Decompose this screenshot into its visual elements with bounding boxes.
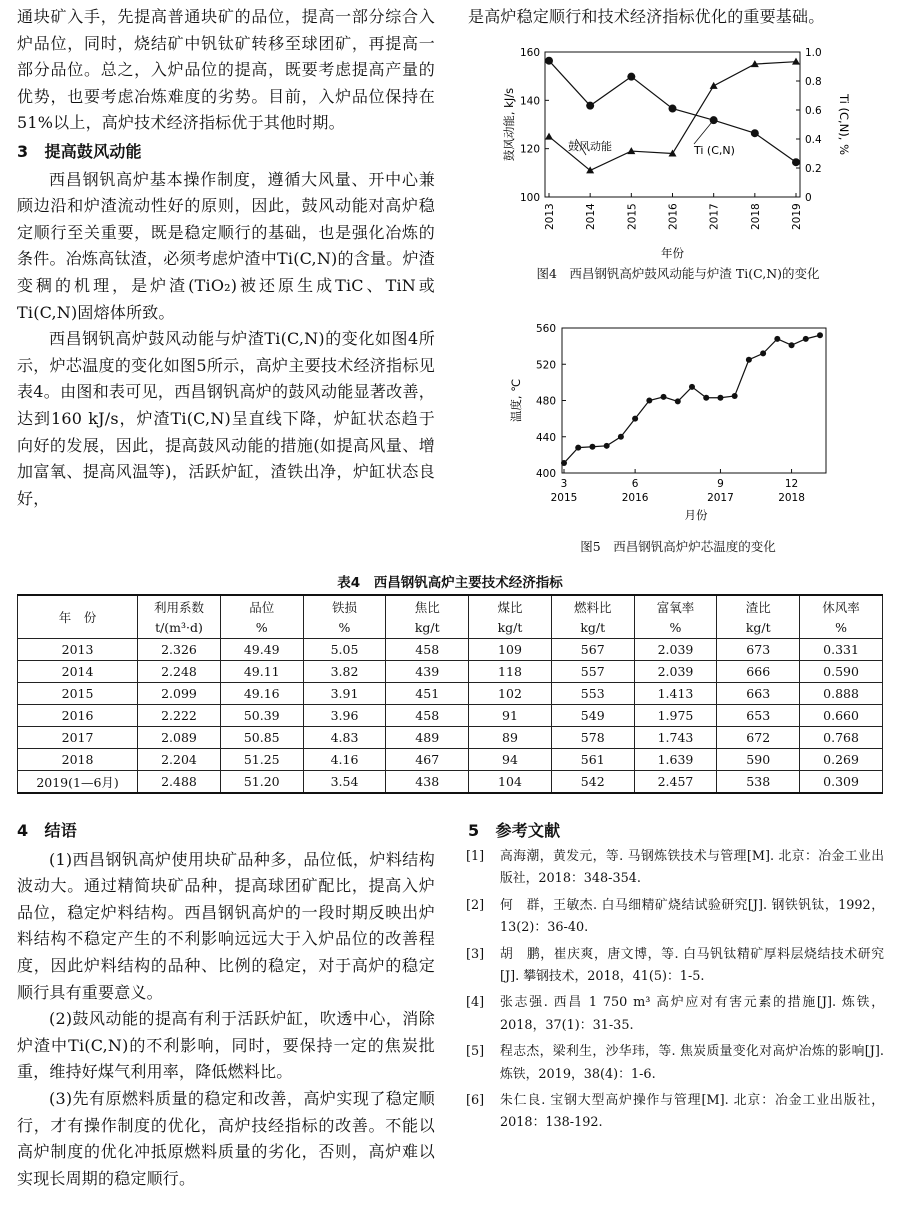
- reference-text: 何 群，王敏杰. 白马细精矿烧结试验研究[J]. 钢铁钒钛，1992，13(2)：36-40.: [500, 897, 884, 936]
- table-cell: 94: [469, 749, 552, 771]
- reference-item: [466, 895, 884, 940]
- x-tick-label: 2015: [626, 203, 639, 230]
- data-point-core-temperature: [632, 416, 638, 422]
- x-tick-label: 2018: [749, 203, 762, 230]
- data-point-blast-energy: [710, 82, 718, 89]
- data-point-core-temperature: [774, 336, 780, 342]
- series-line-core-temperature: [564, 335, 820, 463]
- data-point-ti: [751, 129, 759, 137]
- table-row: [18, 727, 883, 749]
- table-cell: 0.768: [800, 727, 883, 749]
- table-cell: 542: [551, 771, 634, 794]
- paragraph-continued-right: 是高炉稳定顺行和技术经济指标优化的重要基础。: [468, 7, 825, 26]
- table-cell: 0.660: [800, 705, 883, 727]
- y-tick-label: 120: [519, 143, 540, 156]
- y2-tick-label: 1.0: [805, 47, 822, 59]
- y-tick-label: 440: [535, 431, 556, 444]
- table-cell: 653: [717, 705, 800, 727]
- table-unit-row: [18, 617, 883, 639]
- table-cell: 3.54: [303, 771, 386, 794]
- table-header-coal-rate: 煤比: [469, 595, 552, 617]
- references-list: [466, 846, 884, 1139]
- x-tick-label: 2017: [708, 203, 721, 230]
- table-cell: 102: [469, 683, 552, 705]
- table-cell: 0.331: [800, 639, 883, 661]
- table-cell: 51.20: [220, 771, 303, 794]
- table-cell: 663: [717, 683, 800, 705]
- x-tick-label-year: 2017: [707, 492, 734, 504]
- data-point-core-temperature: [675, 398, 681, 404]
- reference-item: [466, 1090, 884, 1135]
- conclusion-paragraph-2: (2)鼓风动能的提高有利于活跃炉缸，吹透中心，消除炉渣中Ti(C,N)的不利影响，同时，要保持一定的焦炭批重，维持好煤气利用率，降低燃料比。: [17, 1009, 435, 1082]
- table-header-downtime-rate: 休风率: [800, 595, 883, 617]
- table-cell: 3.96: [303, 705, 386, 727]
- data-point-core-temperature: [589, 444, 595, 450]
- reference-item: [466, 944, 884, 989]
- reference-number: [2]: [466, 897, 485, 913]
- table-cell: 467: [386, 749, 469, 771]
- table-cell: 104: [469, 771, 552, 794]
- y2-axis-title: Ti (C,N), %: [837, 93, 851, 156]
- reference-item: [466, 846, 884, 891]
- table-header-row: [18, 595, 883, 617]
- table-unit: kg/t: [551, 617, 634, 639]
- table-cell: 2018: [18, 749, 138, 771]
- table-cell: 3.91: [303, 683, 386, 705]
- reference-item: [466, 1041, 884, 1086]
- data-point-core-temperature: [561, 460, 567, 466]
- x-tick-label: 2019: [791, 203, 803, 230]
- x-tick-label-month: 6: [631, 478, 639, 490]
- y-tick-label: 560: [535, 323, 556, 335]
- data-point-blast-energy: [545, 133, 553, 140]
- reference-number: [3]: [466, 946, 485, 962]
- table-cell: 590: [717, 749, 800, 771]
- table-row: [18, 749, 883, 771]
- table-cell: 1.743: [634, 727, 717, 749]
- table-header-oxygen-enrichment: 富氧率: [634, 595, 717, 617]
- paragraph-blast-kinetic-energy-1: 西昌钢钒高炉基本操作制度，遵循大风量、开中心兼顾边沿和炉渣流动性好的原则，因此，鼓风动能对高炉稳定顺行至关重要，既是稳定顺行的基础，也是强化冶炼的条件。冶炼高钛渣，必须考虑炉渣中Ti(C,N)的含量。炉渣变稠的机理，是炉渣(TiO₂)被还原生成TiC、TiN或Ti(C,N)固熔体所致。: [17, 169, 435, 322]
- table-cell: 118: [469, 661, 552, 683]
- table-unit: kg/t: [469, 617, 552, 639]
- table-cell: 578: [551, 727, 634, 749]
- table-cell: 2.204: [138, 749, 221, 771]
- table-cell: 2.248: [138, 661, 221, 683]
- data-point-ti: [586, 102, 594, 110]
- data-point-ti: [627, 73, 635, 81]
- table-cell: 0.888: [800, 683, 883, 705]
- table-cell: 557: [551, 661, 634, 683]
- paragraph-continued: 通块矿入手，先提高普通块矿的品位，提高一部分综合入炉品位，同时，烧结矿中钒钛矿转移至球团矿，再提高一部分品位。总之，入炉品位的提高，既要考虑提高产量的优势，也要考虑冶炼难度的劣势。目前，入炉品位保持在51%以上，高炉技术经济指标优于其他时期。: [17, 7, 435, 133]
- reference-text: 胡 鹏，崔庆爽，唐文博，等. 白马钒钛精矿厚料层烧结技术研究[J]. 攀钢技术，2018，41(5)：1-5.: [500, 946, 884, 985]
- y2-tick-label: 0.2: [805, 163, 822, 175]
- table-cell: 2016: [18, 705, 138, 727]
- x-axis-title: 年份: [661, 246, 684, 260]
- table-cell: 2.089: [138, 727, 221, 749]
- reference-item: [466, 992, 884, 1037]
- data-point-core-temperature: [717, 395, 723, 401]
- y2-tick-label: 0.8: [805, 76, 822, 88]
- data-point-blast-energy: [627, 147, 635, 154]
- reference-text: 高海潮，黄发元，等. 马钢炼铁技术与管理[M]. 北京：冶金工业出版社，2018：348-354.: [500, 849, 884, 887]
- data-point-core-temperature: [703, 395, 709, 401]
- table-cell: 0.590: [800, 661, 883, 683]
- data-point-core-temperature: [760, 350, 766, 356]
- table-cell: 50.85: [220, 727, 303, 749]
- x-axis-title: 月份: [684, 508, 708, 522]
- table-cell: 2.457: [634, 771, 717, 794]
- table-header-utilization: 利用系数: [138, 595, 221, 617]
- figure-4-caption: 图4 西昌钢钒高炉鼓风动能与炉渣 Ti(C,N)的变化: [536, 266, 820, 281]
- table-cell: 2.039: [634, 661, 717, 683]
- table-4: [17, 594, 883, 794]
- table-cell: 1.975: [634, 705, 717, 727]
- y-tick-label: 160: [519, 47, 540, 59]
- data-point-core-temperature: [575, 445, 581, 451]
- left-column-bottom: [17, 818, 435, 1192]
- x-tick-label: 2014: [585, 203, 598, 230]
- table-unit: %: [220, 617, 303, 639]
- data-point-core-temperature: [746, 357, 752, 363]
- reference-text: 张志强. 西昌 1 750 m³ 高炉应对有害元素的措施[J]. 炼铁，2018，37(1)：31-35.: [500, 995, 884, 1033]
- table-cell: 672: [717, 727, 800, 749]
- table-cell: 438: [386, 771, 469, 794]
- table-row: [18, 683, 883, 705]
- reference-number: [4]: [466, 995, 485, 1011]
- table-row: [18, 771, 883, 794]
- table-header-grade: 品位: [220, 595, 303, 617]
- y2-tick-label: 0: [805, 192, 812, 204]
- table-cell: 561: [551, 749, 634, 771]
- table-unit: %: [634, 617, 717, 639]
- table-cell: 51.25: [220, 749, 303, 771]
- table-cell: 673: [717, 639, 800, 661]
- y2-tick-label: 0.4: [805, 134, 822, 146]
- table-cell: 2014: [18, 661, 138, 683]
- table-row: [18, 661, 883, 683]
- references-heading-block: [468, 818, 888, 845]
- reference-text: 程志杰，梁利生，沙华玮，等. 焦炭质量变化对高炉冶炼的影响[J]. 炼铁，2019，38(4)：1-6.: [500, 1044, 884, 1082]
- plot-frame: [545, 52, 800, 197]
- table-cell: 1.413: [634, 683, 717, 705]
- table-cell: 458: [386, 705, 469, 727]
- table-cell: 666: [717, 661, 800, 683]
- table-4-title: 表4 西昌钢钒高炉主要技术经济指标: [337, 575, 563, 591]
- x-tick-label-year: 2016: [621, 492, 649, 504]
- figure-5-caption: 图5 西昌钢钒高炉炉芯温度的变化: [580, 539, 776, 554]
- y-tick-label: 140: [519, 95, 540, 108]
- data-point-core-temperature: [803, 336, 809, 342]
- table-cell: 49.49: [220, 639, 303, 661]
- label-leader-ti: [694, 122, 712, 144]
- right-column-top: [468, 4, 888, 31]
- table-cell: 2013: [18, 639, 138, 661]
- table-unit: %: [303, 617, 386, 639]
- section-3-heading: 3 提高鼓风动能: [17, 141, 142, 161]
- table-cell: 2.222: [138, 705, 221, 727]
- data-point-core-temperature: [618, 434, 624, 440]
- figure-4-chart: [468, 36, 888, 261]
- y-tick-label: 480: [535, 395, 556, 408]
- y-tick-label: 100: [519, 192, 540, 204]
- table-cell: 4.16: [303, 749, 386, 771]
- table-cell: 49.11: [220, 661, 303, 683]
- data-point-core-temperature: [604, 443, 610, 449]
- table-cell: 49.16: [220, 683, 303, 705]
- table-header-year: 年 份: [18, 595, 138, 639]
- table-cell: 0.269: [800, 749, 883, 771]
- table-header-fuel-rate: 燃料比: [551, 595, 634, 617]
- table-row: [18, 639, 883, 661]
- table-cell: 109: [469, 639, 552, 661]
- x-tick-label-year: 2018: [778, 492, 805, 504]
- table-cell: 91: [469, 705, 552, 727]
- table-cell: 5.05: [303, 639, 386, 661]
- y-axis-title: 温度, ℃: [509, 378, 523, 423]
- data-point-core-temperature: [732, 393, 738, 399]
- table-cell: 1.639: [634, 749, 717, 771]
- data-point-core-temperature: [789, 342, 795, 348]
- reference-number: [5]: [466, 1044, 485, 1060]
- data-point-core-temperature: [689, 384, 695, 390]
- table-header-coke-rate: 焦比: [386, 595, 469, 617]
- left-column-top: [17, 4, 435, 512]
- table-cell: 2.039: [634, 639, 717, 661]
- conclusion-paragraph-3: (3)先有原燃料质量的稳定和改善，高炉实现了稳定顺行，才有操作制度的优化，高炉技经指标的改善。不能以高炉制度的优化冲抵原燃料质量的劣化，否则，高炉难以实现长周期的稳定顺行。: [17, 1088, 435, 1188]
- table-cell: 50.39: [220, 705, 303, 727]
- data-point-ti: [792, 158, 800, 166]
- table-cell: 549: [551, 705, 634, 727]
- table-cell: 553: [551, 683, 634, 705]
- table-cell: 2.326: [138, 639, 221, 661]
- data-point-core-temperature: [817, 332, 823, 338]
- table-cell: 458: [386, 639, 469, 661]
- table-unit: kg/t: [717, 617, 800, 639]
- figure-5-chart: [500, 316, 830, 531]
- table-cell: 89: [469, 727, 552, 749]
- plot-frame: [562, 328, 826, 473]
- data-point-core-temperature: [661, 394, 667, 400]
- table-cell: 2.099: [138, 683, 221, 705]
- y-tick-label: 520: [535, 359, 556, 372]
- table-unit: kg/t: [386, 617, 469, 639]
- series-label-blast-energy: 鼓风动能: [568, 140, 612, 153]
- table-cell: 3.82: [303, 661, 386, 683]
- data-point-core-temperature: [646, 398, 652, 404]
- x-tick-label-month: 9: [717, 478, 724, 490]
- y-tick-label: 400: [535, 468, 556, 480]
- reference-number: [1]: [466, 849, 485, 864]
- table-cell: 2019(1—6月): [18, 771, 138, 794]
- x-tick-label-year: 2015: [550, 492, 578, 504]
- table-header-iron-loss: 铁损: [303, 595, 386, 617]
- reference-number: [6]: [466, 1093, 485, 1109]
- conclusion-paragraph-1: (1)西昌钢钒高炉使用块矿品种多，品位低，炉料结构波动大。通过精简块矿品种，提高球团矿配比，提高入炉品位，稳定炉料结构。西昌钢钒高炉的一段时期反映出炉料结构不稳定产生的不利影响远远大于入炉品位的改善程度，因此炉料结构的品种、比例的稳定，对于高炉的稳定顺行具有重要意义。: [17, 849, 435, 1002]
- x-tick-label-month: 12: [784, 478, 799, 490]
- table-unit: %: [800, 617, 883, 639]
- table-cell: 538: [717, 771, 800, 794]
- table-cell: 4.83: [303, 727, 386, 749]
- x-tick-label-month: 3: [560, 478, 568, 490]
- table-cell: 0.309: [800, 771, 883, 794]
- x-tick-label: 2016: [667, 203, 680, 230]
- section-4-heading: 4 结语: [17, 821, 77, 840]
- reference-text: 朱仁良. 宝钢大型高炉操作与管理[M]. 北京：冶金工业出版社，2018：138-192.: [500, 1093, 884, 1131]
- table-cell: 2017: [18, 727, 138, 749]
- data-point-ti: [669, 105, 677, 113]
- data-point-blast-energy: [792, 58, 800, 65]
- y2-tick-label: 0.6: [805, 105, 822, 117]
- table-header-slag-rate: 渣比: [717, 595, 800, 617]
- table-cell: 2.488: [138, 771, 221, 794]
- table-row: [18, 705, 883, 727]
- paragraph-blast-kinetic-energy-2: 西昌钢钒高炉鼓风动能与炉渣Ti(C,N)的变化如图4所示，炉芯温度的变化如图5所示，高炉主要技术经济指标见表4。由图和表可见，西昌钢钒高炉的鼓风动能显著改善，达到160 kJ/s，炉渣Ti(C,N)呈直线下降，炉缸状态趋于向好的发展，因此，提高鼓风动能的措施(如提高风量、增加富氧、提高风温等)，活跃炉缸，渣铁出净，炉缸状态良好，: [17, 329, 435, 508]
- section-5-heading: 5 参考文献: [468, 821, 561, 840]
- y-axis-title: 鼓风动能, kJ/s: [502, 87, 516, 162]
- x-tick-label: 2013: [544, 203, 556, 230]
- table-unit: t/(m³·d): [138, 617, 221, 639]
- table-cell: 451: [386, 683, 469, 705]
- table-cell: 439: [386, 661, 469, 683]
- data-point-ti: [545, 57, 553, 65]
- series-label-ti: Ti (C,N): [694, 144, 735, 157]
- table-cell: 489: [386, 727, 469, 749]
- table-cell: 567: [551, 639, 634, 661]
- table-cell: 2015: [18, 683, 138, 705]
